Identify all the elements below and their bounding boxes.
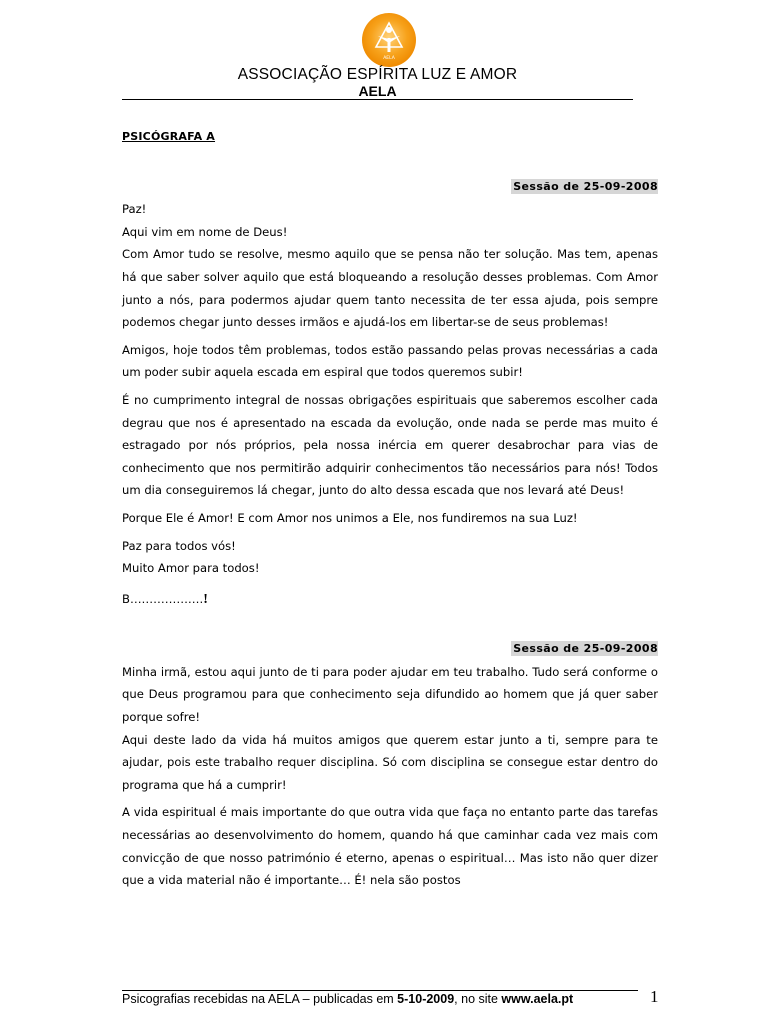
intro-line: Aqui vim em nome de Deus!: [122, 224, 288, 239]
signature: [122, 588, 658, 612]
paragraph: Minha irmã, estou aqui junto de ti para poder ajudar em teu trabalho. Tudo será conforme o que Deus programou para que conhecimento seja difundido ao homem que já quer saber porque sofre!: [122, 664, 658, 725]
footer-text-middle: , no site: [454, 992, 502, 1006]
greeting-line: Paz!: [122, 202, 147, 217]
footer-divider: [122, 990, 638, 991]
session-date-label: [122, 175, 658, 199]
paragraph: Aqui deste lado da vida há muitos amigos que querem estar junto a ti, sempre para te ajudar, pois este trabalho requer disciplina. Só com disciplina se consegue estar dentro do programa que há a cumprir!: [122, 732, 658, 792]
page-footer: [122, 992, 573, 1006]
paragraph: A vida espiritual é mais importante do que outra vida que faça no entanto parte das tarefas necessárias ao desenvolvimento do homem, quando há que caminhar cada vez mais com convicção de que nosso património é eterno, apenas o espiritual… Mas isto não quer dizer que a vida material não é importante… É! nela são postos: [122, 805, 658, 888]
session-date-highlight: Sessão de 25-09-2008: [513, 179, 658, 193]
header-divider: [122, 99, 633, 100]
session-date-label: [122, 637, 658, 661]
signature-mark: !: [203, 591, 208, 607]
page-number: 1: [650, 987, 659, 1006]
section-heading: PSICÓGRAFA A: [122, 130, 216, 143]
paragraph: Amigos, hoje todos têm problemas, todos estão passando pelas provas necessárias a cada um poder subir aquela escada em espiral que todos queremos subir!: [122, 342, 658, 380]
footer-text: Psicografias recebidas na AELA – publicadas em: [122, 992, 398, 1006]
closing-line: Paz para todos vós!: [122, 538, 236, 553]
organization-name: ASSOCIAÇÃO ESPÍRITA LUZ E AMOR: [237, 66, 518, 83]
closing-line: Muito Amor para todos!: [122, 561, 260, 576]
paragraph: Porque Ele é Amor! E com Amor nos unimos a Ele, nos fundiremos na sua Luz!: [122, 510, 578, 525]
document-header: [122, 66, 633, 99]
logo-text: AELA: [383, 56, 395, 61]
signature-dots: B……………….: [122, 591, 204, 606]
paragraph: Com Amor tudo se resolve, mesmo aquilo que se pensa não ter solução. Mas tem, apenas há que saber solver aquilo que está bloqueando a resolução desses problemas. Com Amor junto a nós, para podermos ajudar quem tanto necessita de ter essa ajuda, pois sempre podemos chegar junto desses irmãos e ajudá-los em libertar-se de seus problemas!: [122, 247, 658, 330]
footer-site-link[interactable]: www.aela.pt: [501, 992, 574, 1006]
paragraph: É no cumprimento integral de nossas obrigações espirituais que saberemos escolher cada degrau que nos é apresentado na escada da evolução, onde nada se perde mas muito é estragado por nós próprios, pela nossa inércia em querer desabrochar para vias de conhecimento que nos permitirão adquirir conhecimentos tão necessários para nós! Todos um dia conseguiremos lá chegar, junto do alto dessa escada que nos levará até Deus!: [122, 392, 658, 498]
footer-date: 5-10-2009: [397, 992, 455, 1006]
organization-abbreviation: AELA: [358, 83, 397, 99]
document-body: [122, 126, 658, 897]
session-date-highlight: Sessão de 25-09-2008: [513, 642, 658, 656]
aela-logo: [361, 12, 417, 68]
